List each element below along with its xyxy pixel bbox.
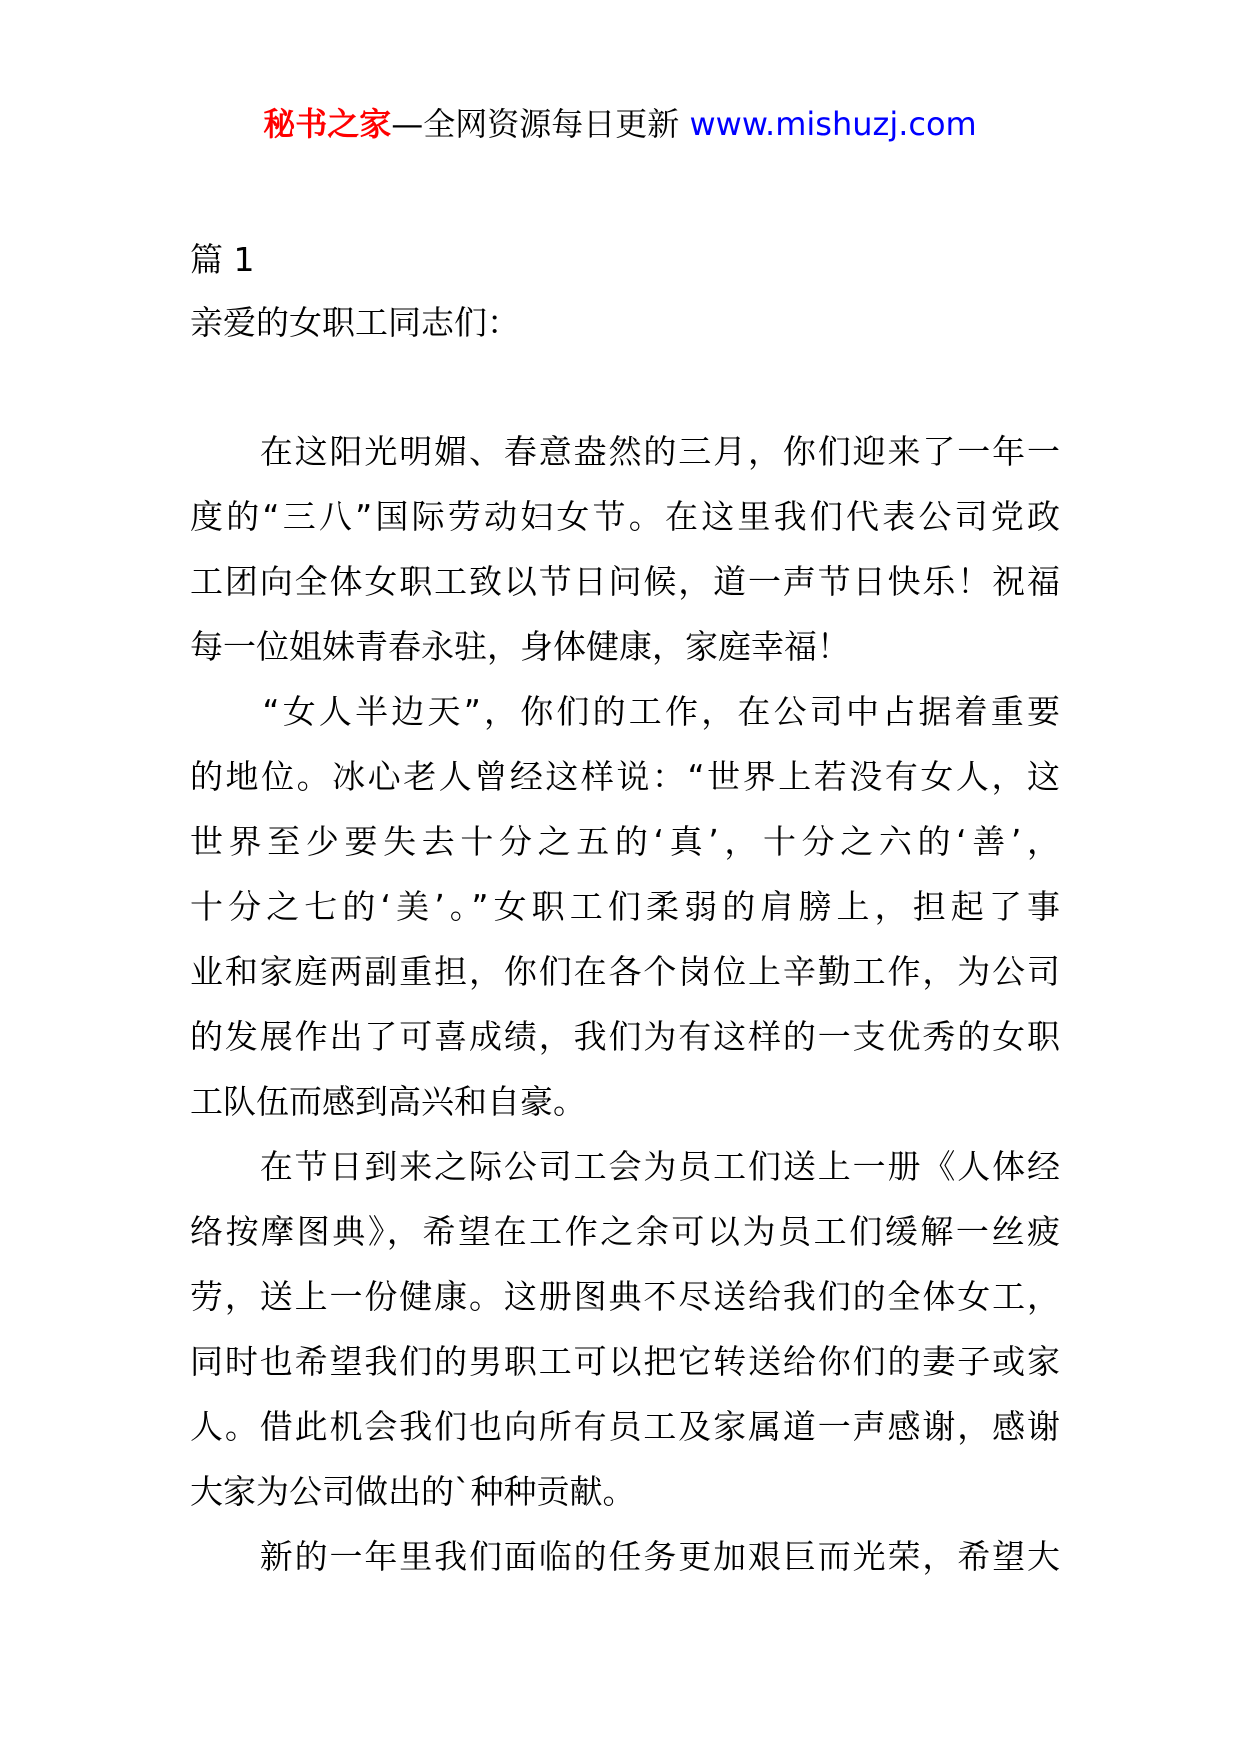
text-line: 每一位姐妹青春永驻，身体健康，家庭幸福！ <box>190 627 850 666</box>
salutation: 亲爱的女职工同志们： <box>190 303 520 342</box>
text-line: 大家为公司做出的`种种贡献。 <box>190 1472 636 1511</box>
site-link[interactable]: www.mishuzj.com <box>689 105 977 143</box>
text-line: 业和家庭两副重担，你们在各个岗位上辛勤工作，为公司 <box>190 952 1060 991</box>
text-line: 新的一年里我们面临的任务更加艰巨而光荣，希望大 <box>190 1537 1060 1576</box>
brand-name: 秘书之家 <box>263 105 392 143</box>
section-title: 篇 1 <box>190 240 255 279</box>
text-line: 工队伍而感到高兴和自豪。 <box>190 1082 586 1121</box>
document-body <box>190 230 1060 1589</box>
text-line: 在这阳光明媚、春意盎然的三月，你们迎来了一年一 <box>190 432 1060 471</box>
text-line: 度的“三八”国际劳动妇女节。在这里我们代表公司党政 <box>190 497 1060 536</box>
text-line: 在节日到来之际公司工会为员工们送上一册《人体经 <box>190 1147 1060 1186</box>
text-line: 工团向全体女职工致以节日问候，道一声节日快乐！祝福 <box>190 562 1060 601</box>
header-tagline: —全网资源每日更新 <box>391 105 690 143</box>
text-line: 世界至少要失去十分之五的‘真’，十分之六的‘善’， <box>190 822 1060 861</box>
text-line: 人。借此机会我们也向所有员工及家属道一声感谢，感谢 <box>190 1407 1060 1446</box>
text-line: 的地位。冰心老人曾经这样说：“世界上若没有女人，这 <box>190 757 1060 796</box>
text-line: 同时也希望我们的男职工可以把它转送给你们的妻子或家 <box>190 1342 1060 1381</box>
text-line: 劳，送上一份健康。这册图典不尽送给我们的全体女工， <box>190 1277 1060 1316</box>
text-line: 十分之七的‘美’。”女职工们柔弱的肩膀上，担起了事 <box>190 887 1060 926</box>
text-line: 络按摩图典》，希望在工作之余可以为员工们缓解一丝疲 <box>190 1212 1060 1251</box>
text-line: 的发展作出了可喜成绩，我们为有这样的一支优秀的女职 <box>190 1017 1060 1056</box>
page-header <box>0 100 1240 148</box>
text-line: “女人半边天”，你们的工作，在公司中占据着重要 <box>190 692 1060 731</box>
